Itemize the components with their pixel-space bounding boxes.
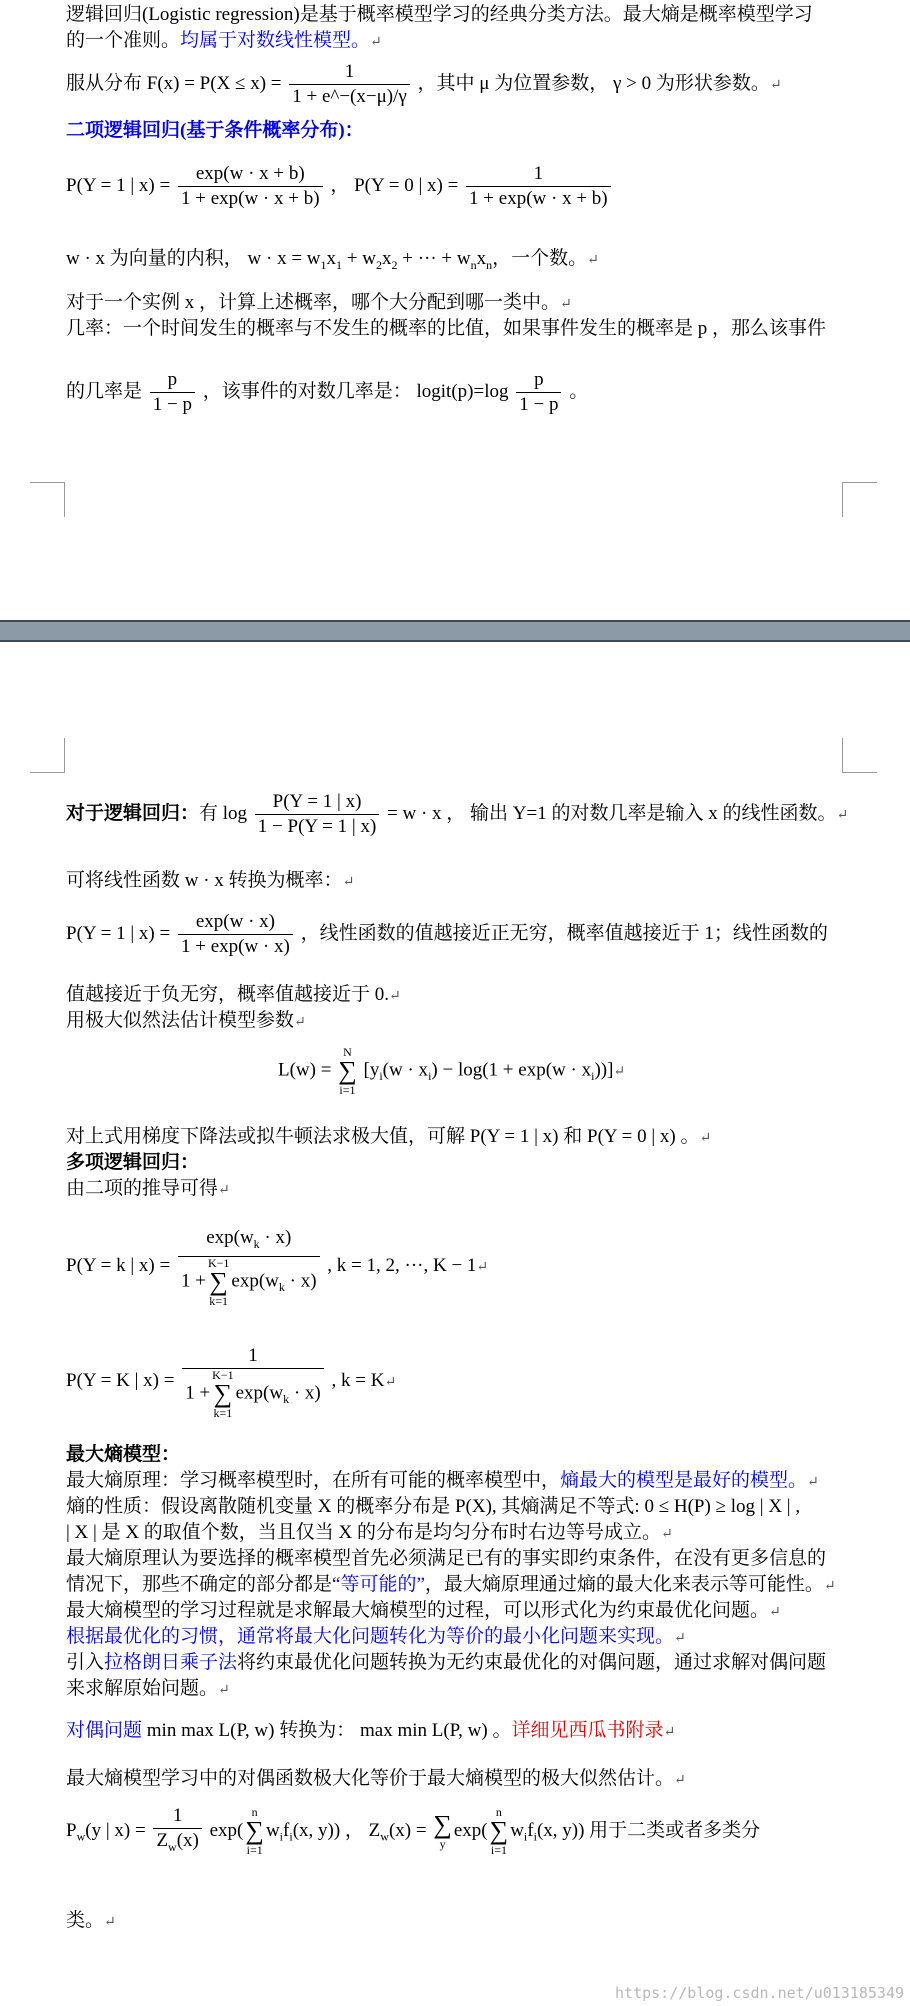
paragraph-mle: 用极大似然法估计模型参数↵ bbox=[66, 1010, 306, 1031]
fraction-sigmoid: $\frac{\exp(w \cdot x)}{1 + \exp(w \cdot x)}$ bbox=[178, 910, 293, 959]
formula-max-entropy-model: $P_w(y$ | x) = $\frac{1}{Z_w(x)}$ exp( n ∑ i=1 $w_if_i(x$, y)) ， $Z_w(x)$ = ∑ y exp( n ∑ i=1 $w_if_i(x$, y)) 用于二类或者多类分 bbox=[66, 1805, 761, 1858]
page-corner-mark bbox=[842, 738, 877, 773]
formula-likelihood: L(w) = N ∑ i=1 [$y_i(w \cdot x_i) - \log(1 + \exp(w$ · $x_i))]↵$ bbox=[278, 1045, 626, 1097]
fraction-p-y0: $\frac{1}{1 + \exp(w \cdot x + b)}$ bbox=[466, 162, 611, 211]
paragraph-entropy-property-2: | X | 是 X 的取值个数，当且仅当 X 的分布是均匀分布时右边等号成立。↵ bbox=[66, 1522, 673, 1543]
paragraph-classify: 对于一个实例 x ，计算上述概率，哪个大分配到哪一类中。↵ bbox=[66, 292, 572, 313]
page-corner-mark bbox=[30, 738, 65, 773]
paragraph-learning-process: 最大熵模型的学习过程就是求解最大熵模型的过程，可以形式化为约束最优化问题。↵ bbox=[66, 1600, 781, 1621]
sum-symbol: N ∑ i=1 bbox=[338, 1045, 357, 1097]
formula-log-odds: 对于逻辑回归：有 log $\frac{P(Y = 1 | x)}{1 - P(Y = 1 | x)}$ = w · x ， 输出 Y=1 的对数几率是输入 x 的线性函数。↵ bbox=[66, 791, 849, 837]
formula-sigmoid: P(Y = 1 | x) = $\frac{\exp(w \cdot x)}{1 + \exp(w \cdot x)}$ ，线性函数的值越接近正无穷，概率值越接近于 1；线性函数的 bbox=[66, 911, 828, 957]
paragraph-intro-2: 的一个准则。均属于对数线性模型。↵ bbox=[66, 30, 382, 51]
page-separator bbox=[0, 620, 910, 642]
paragraph-negative-infinity: 值越接近于负无穷，概率值越接近于 0.↵ bbox=[66, 984, 401, 1005]
paragraph-constraint-2: 情况下，那些不确定的部分都是“等可能的”，最大熵原理通过熵的最大化来表示等可能性。↵ bbox=[66, 1574, 836, 1595]
fraction-distribution: $\frac{1}{1 + e\^{}-(x-\mu)/\gamma}$ bbox=[289, 60, 410, 109]
formula-binomial-probability: P(Y = 1 | x) = $\frac{\exp(w \cdot x + b)}{1 + \exp(w \cdot x + b)}$ ， P(Y = 0 | x) = $\frac{1}{1 + \exp(w \cdot x + b)}$ bbox=[66, 162, 614, 211]
fraction-odds: $\frac{p}{1 - p}$ bbox=[150, 368, 195, 417]
fraction-log-odds: $\frac{P(Y = 1 | x)}{1 - P(Y = 1 | x)}$ bbox=[255, 790, 379, 839]
page-corner-mark bbox=[842, 482, 877, 517]
formula-multinomial-k: P(Y = k | x) = $\exp(w_k \cdot x)$ 1 + K−1 ∑ k=1 $\exp(w_k \cdot x)$ , k = 1, 2, ···, K − 1↵ bbox=[66, 1227, 489, 1308]
paragraph-max-entropy-principle: 最大熵原理：学习概率模型时，在所有可能的概率模型中，熵最大的模型是最好的模型。↵ bbox=[66, 1470, 819, 1491]
document-page-2 bbox=[0, 642, 910, 2006]
paragraph-gradient: 对上式用梯度下降法或拟牛顿法求极大值，可解 P(Y = 1 | x) 和 P(Y = 0 | x) 。↵ bbox=[66, 1126, 712, 1147]
fraction-logit: $\frac{p}{1 - p}$ bbox=[516, 368, 561, 417]
paragraph-constraint: 最大熵原理认为要选择的概率模型首先必须满足已有的事实即约束条件，在没有更多信息的 bbox=[66, 1548, 827, 1569]
heading-multinomial-lr: 多项逻辑回归： bbox=[66, 1152, 200, 1173]
fraction-p-y1: $\frac{\exp(w \cdot x + b)}{1 + \exp(w \cdot x + b)}$ bbox=[178, 162, 323, 211]
paragraph-linear-to-prob: 可将线性函数 w · x 转换为概率：↵ bbox=[66, 870, 355, 891]
paragraph-lagrange: 引入拉格朗日乘子法将约束最优化问题转换为无约束最优化的对偶问题，通过求解对偶问题 bbox=[66, 1652, 827, 1673]
paragraph-class-end: 类。↵ bbox=[66, 1910, 116, 1931]
heading-max-entropy: 最大熵模型： bbox=[66, 1444, 181, 1465]
paragraph-optimization-habit: 根据最优化的习惯，通常将最大化问题转化为等价的最小化问题来实现。↵ bbox=[66, 1626, 686, 1647]
formula-multinomial-K: P(Y = K | x) = 1 1 + K−1 ∑ k=1 $\exp(w_k \cdot x)$ , k = K↵ bbox=[66, 1345, 397, 1420]
paragraph-odds: 几率：一个时间发生的概率与不发生的概率的比值，如果事件发生的概率是 p ，那么该事件 bbox=[66, 318, 827, 339]
formula-distribution: 服从分布 F(x) = P(X ≤ x) = $\frac{1}{1 + e\^{}-(x-\mu)/\gamma}$ ，其中 μ 为位置参数， γ > 0 为形状参数。↵ bbox=[66, 61, 782, 107]
paragraph-entropy-property: 熵的性质：假设离散随机变量 X 的概率分布是 P(X), 其熵满足不等式: 0 ≤ H(P) ≥ log | X | , bbox=[66, 1496, 801, 1517]
paragraph-inner-product: w · x 为向量的内积， $w \cdot x = w_1x_1 + w_2x_2$ + ··· + $w_nx_n$，一个数。↵ bbox=[66, 248, 599, 272]
watermark-url: https://blog.csdn.net/u013185349 bbox=[615, 1984, 904, 2002]
paragraph-lagrange-2: 来求解原始问题。↵ bbox=[66, 1678, 230, 1699]
fraction-multinomial-K: 1 1 + K−1 ∑ k=1 $\exp(w_k \cdot x)$ bbox=[182, 1344, 324, 1419]
fraction-normalizer: $\frac{1}{Z_w(x)}$ bbox=[153, 1804, 201, 1859]
paragraph-dual-problem: 对偶问题 min max L(P, w) 转换为： max min L(P, w) 。详细见西瓜书附录↵ bbox=[66, 1720, 676, 1741]
highlight-log-linear: 均属于对数线性模型。 bbox=[180, 30, 371, 51]
link-watermelon-book: 详细见西瓜书附录 bbox=[511, 1720, 664, 1741]
page-corner-mark bbox=[30, 482, 65, 517]
paragraph-dual-equivalence: 最大熵模型学习中的对偶函数极大化等价于最大熵模型的极大似然估计。↵ bbox=[66, 1768, 686, 1789]
fraction-multinomial-k: $\exp(w_k \cdot x)$ 1 + K−1 ∑ k=1 $\exp(w_k \cdot x)$ bbox=[178, 1226, 320, 1307]
heading-binomial-lr: 二项逻辑回归(基于条件概率分布)： bbox=[66, 120, 364, 141]
document-page-1 bbox=[0, 0, 910, 620]
paragraph-intro: 逻辑回归(Logistic regression)是基于概率模型学习的经典分类方法。最大熵是概率模型学习 bbox=[66, 4, 813, 25]
formula-odds: 的几率是 $\frac{p}{1 - p}$ ，该事件的对数几率是： logit(p)=log $\frac{p}{1 - p}$ 。 bbox=[66, 369, 589, 415]
paragraph-derivation: 由二项的推导可得↵ bbox=[66, 1178, 230, 1199]
